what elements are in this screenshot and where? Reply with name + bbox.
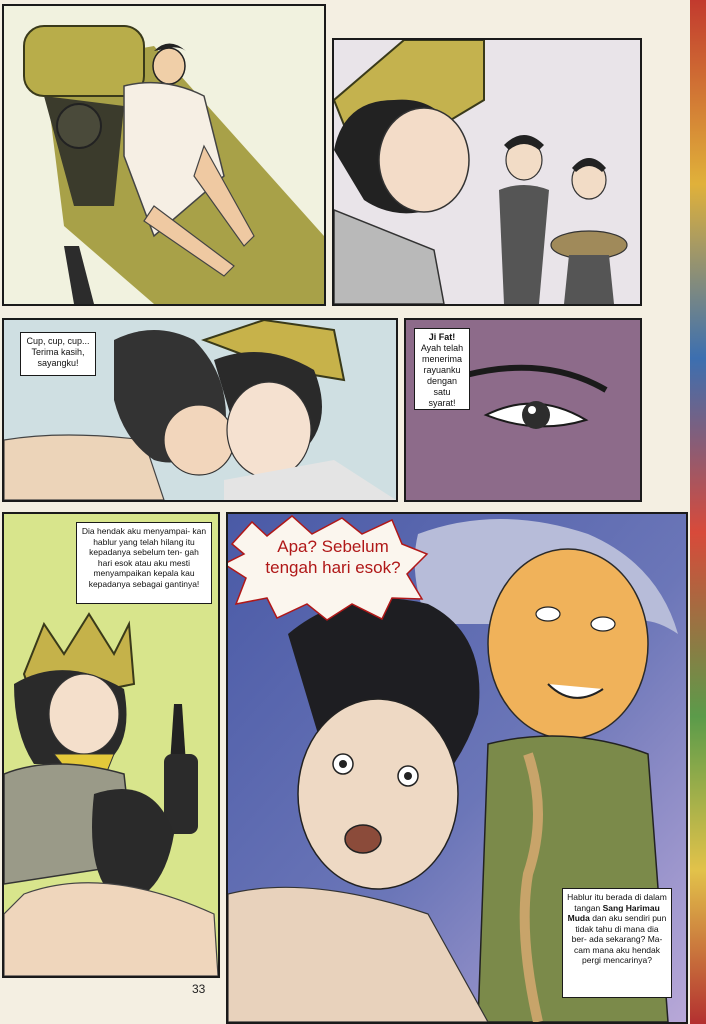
panel-3-kiss — [2, 318, 398, 502]
queen-face — [227, 382, 311, 478]
panel-2-art — [334, 40, 640, 304]
panel-1-art — [4, 6, 324, 304]
panel-5-queen-pointing — [2, 512, 220, 978]
caption-text-b: dan aku sendiri pun tidak tahu di mana dia ber- ada sekarang? Ma- cam mana aku hendak pergi mencarinya? — [571, 913, 667, 965]
speech-bubble-cup-cup — [20, 332, 96, 376]
iris — [522, 401, 550, 429]
young-man-face — [298, 699, 458, 889]
old-man-face — [488, 549, 648, 739]
man-face — [164, 405, 234, 475]
shout-text — [238, 536, 428, 578]
food-bowl — [551, 231, 627, 259]
shout-line-2: tengah hari esok? — [265, 558, 401, 577]
shout-line-1: Apa? Sebelum — [277, 537, 389, 556]
speech-text: Cup, cup, cup... Terima kasih, sayangku! — [26, 336, 90, 368]
panel-1-throne-scene — [2, 4, 326, 306]
queen-face — [379, 108, 469, 212]
panel-4-eye-closeup — [404, 318, 642, 502]
speech-bubble-ji-fat — [414, 328, 470, 410]
caption-name: Sang Harimau Muda — [567, 902, 660, 923]
speech-name: Ji Fat! — [428, 332, 456, 342]
caption-text-a: Hablur itu berada di dalam tangan — [567, 892, 667, 913]
page-number: 33 — [192, 982, 206, 996]
man-head — [153, 48, 185, 84]
panel-6-shocked-men — [226, 512, 688, 1024]
speech-bubble-hablur — [562, 888, 672, 998]
speech-bubble-dia-hendak — [76, 522, 212, 604]
queen-face — [49, 674, 119, 754]
speech-text: Dia hendak aku menyampai- kan hablur yang telah hilang itu kepadanya sebelum ten- gah hari esok atau aku mesti menyampaikan kepala kau kepadanya sebagai gantinya! — [81, 526, 207, 589]
panel-2-queen-servants — [332, 38, 642, 306]
open-mouth — [345, 825, 381, 853]
book-spine-edge — [690, 0, 706, 1024]
speech-text: Ayah telah menerima rayuanku dengan satu syarat! — [420, 343, 464, 408]
